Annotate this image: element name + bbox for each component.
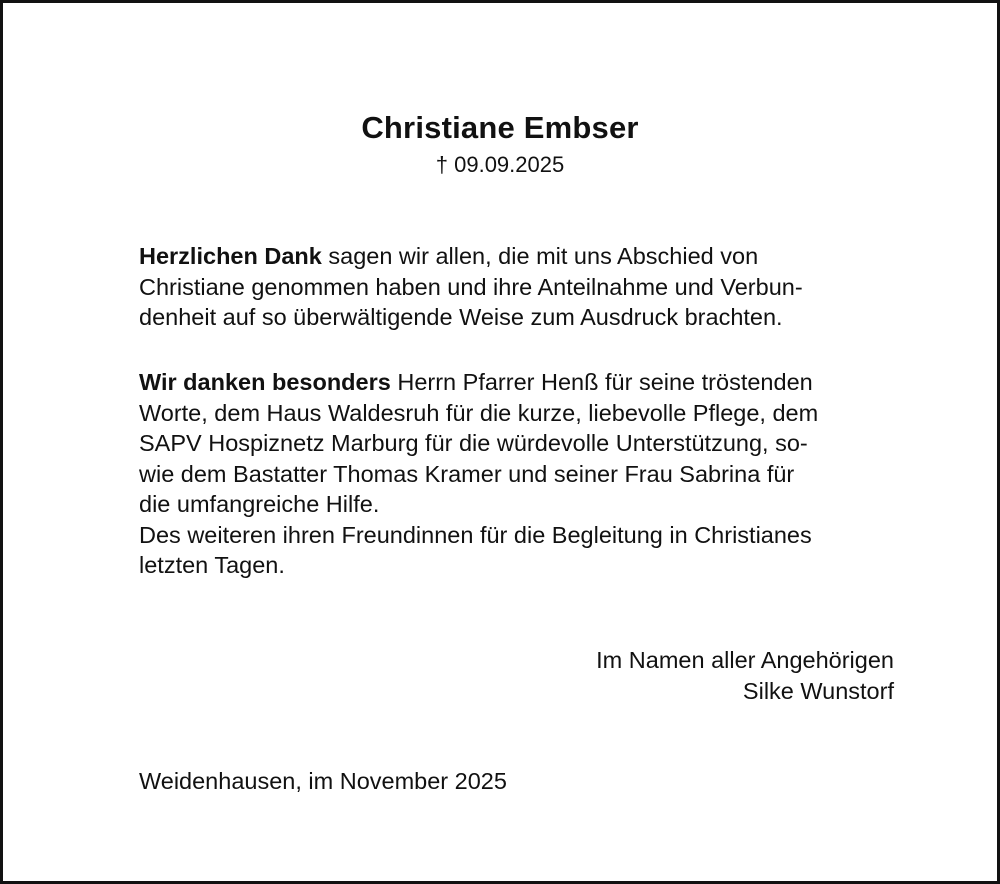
thanks-line-3: denheit auf so überwältigende Weise zum Ausdruck brachten.: [139, 304, 783, 330]
special-thanks-line-6: Des weiteren ihren Freundinnen für die Begleitung in Christianes: [139, 521, 812, 548]
special-thanks-line-3: SAPV Hospiznetz Marburg für die würdevolle Unterstützung, so-: [139, 430, 808, 456]
special-thanks-line-5: die umfangreiche Hilfe.: [139, 491, 380, 517]
place-and-date: Weidenhausen, im November 2025: [139, 768, 507, 794]
special-thanks-line-2: Worte, dem Haus Waldesruh für die kurze, liebevolle Pflege, dem: [139, 399, 819, 426]
thanks-bold-lead: Herzlichen Dank: [139, 243, 322, 269]
thanks-line-1-text: sagen wir allen, die mit uns Abschied von: [321, 243, 759, 269]
special-thanks-line-4: wie dem Bastatter Thomas Kramer und seiner Frau Sabrina für: [139, 460, 795, 487]
signature-name: Silke Wunstorf: [742, 678, 894, 704]
thanks-paragraph: [139, 241, 899, 333]
special-thanks-paragraph: [139, 367, 899, 581]
death-date: † 09.09.2025: [435, 152, 565, 177]
special-thanks-line-1-text: Herrn Pfarrer Henß für seine tröstenden: [390, 369, 813, 395]
thanks-line-2: Christiane genommen haben und ihre Anteilnahme und Verbun-: [139, 273, 803, 300]
thanks-line-1: [139, 241, 899, 272]
deceased-name: Christiane Embser: [361, 110, 639, 145]
special-thanks-line-7: letzten Tagen.: [139, 552, 285, 578]
special-thanks-bold-lead: Wir danken besonders: [139, 369, 391, 395]
signature-block: [596, 645, 894, 707]
signature-line-1: Im Namen aller Angehörigen: [596, 647, 894, 673]
special-thanks-line-1: [139, 367, 899, 398]
